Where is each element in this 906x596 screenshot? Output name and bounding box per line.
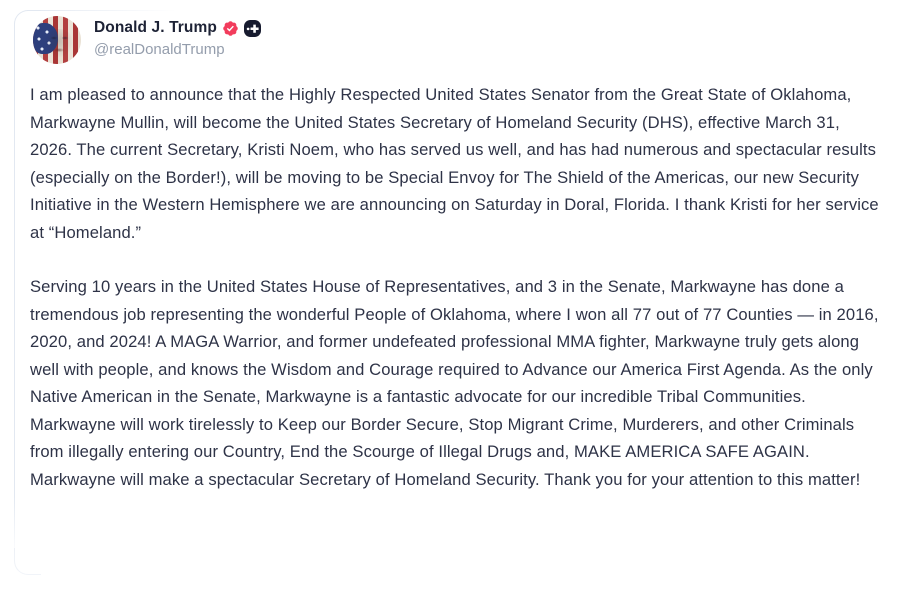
author-name-row xyxy=(94,19,261,37)
avatar[interactable] xyxy=(33,16,81,64)
post-header xyxy=(33,16,261,64)
author-handle[interactable]: @realDonaldTrump xyxy=(94,41,225,58)
card-border xyxy=(27,10,177,11)
post-body xyxy=(30,81,882,493)
author-block xyxy=(94,16,261,58)
post-paragraph-1: I am pleased to announce that the Highly Respected United States Senator from the Great State of Oklahoma, Markwayne Mullin, will become the United States Secretary of Homeland Security (DHS), effective March 31, 2026. The current Secretary, Kristi Noem, who has served us well, and has had numerous and spectacular results (especially on the Border!), will be moving to be Special Envoy for The Shield of the Americas, our new Security Initiative in the Western Hemisphere we are announcing on Saturday in Doral, Florida. I thank Kristi for her service at “Homeland.” xyxy=(30,85,879,242)
card-border xyxy=(14,34,15,560)
truth-plus-icon xyxy=(244,20,261,37)
post-paragraph-2: Serving 10 years in the United States House of Representatives, and 3 in the Senate, Markwayne has done a tremendous job representing the wonderful People of Oklahoma, where I won all 77 out of 77 Counties — in 2016, 2020, and 2024! A MAGA Warrior, and former undefeated professional MMA fighter, Markwayne truly gets along well with people, and knows the Wisdom and Courage required to Advance our America First Agenda. As the only Native American in the Senate, Markwayne is a fantastic advocate for our incredible Tribal Communities. Markwayne will work tirelessly to Keep our Border Secure, Stop Migrant Crime, Murderers, and other Criminals from illegally entering our Country, End the Scourge of Illegal Drugs and, MAKE AMERICA SAFE AGAIN. Markwayne will make a spectacular Secretary of Homeland Security. Thank you for your attention to this matter! xyxy=(30,277,879,489)
card-border xyxy=(14,548,41,575)
verified-check-icon xyxy=(222,20,239,37)
author-display-name[interactable]: Donald J. Trump xyxy=(94,19,217,36)
